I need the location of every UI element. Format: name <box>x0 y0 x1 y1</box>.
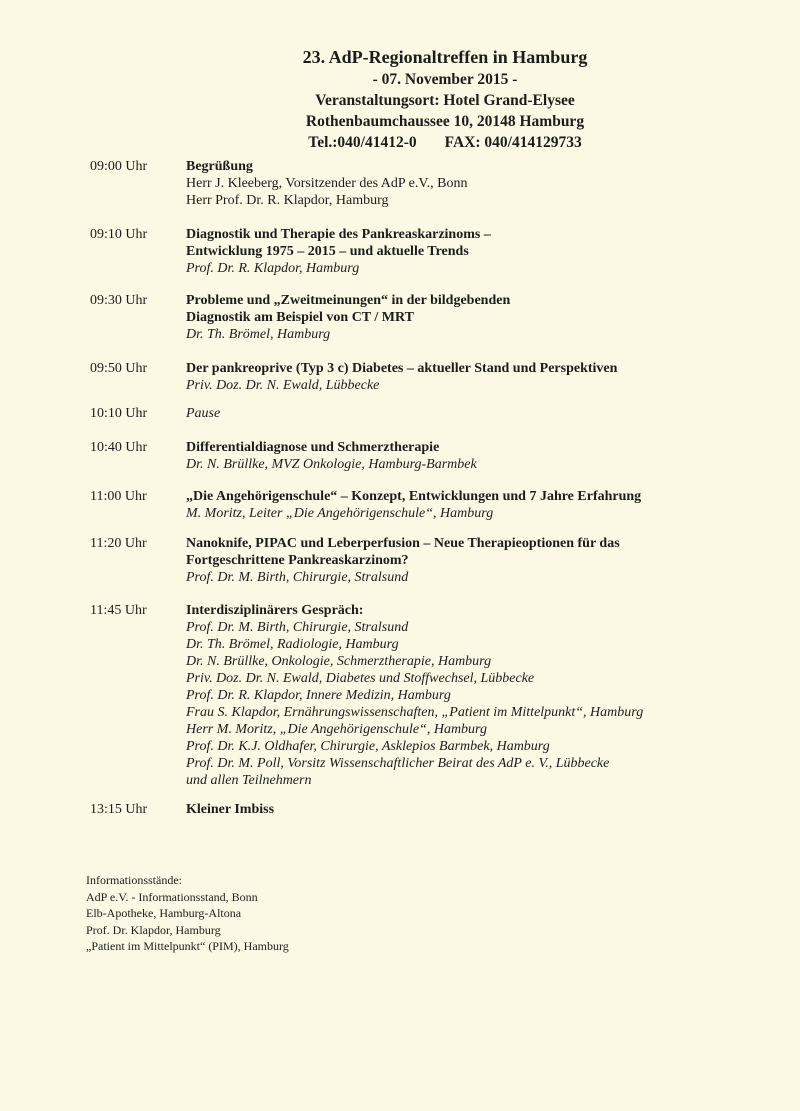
event-title: 23. AdP-Regionaltreffen in Hamburg <box>302 47 588 67</box>
entry-title: Entwicklung 1975 – 2015 – und aktuelle Trends <box>186 244 469 259</box>
entry-content <box>186 488 746 522</box>
entry-title: Probleme und „Zweitmeinungen“ in der bildgebenden <box>186 293 511 308</box>
panel-member: Prof. Dr. K.J. Oldhafer, Chirurgie, Asklepios Barmbek, Hamburg <box>186 739 550 754</box>
entry-content <box>186 360 746 394</box>
panel-member: Prof. Dr. R. Klapdor, Innere Medizin, Hamburg <box>186 688 451 703</box>
event-address: Rothenbaumchaussee 10, 20148 Hamburg <box>305 113 585 130</box>
entry-speaker: Prof. Dr. R. Klapdor, Hamburg <box>186 261 360 276</box>
info-item: Elb-Apotheke, Hamburg-Altona <box>86 906 242 920</box>
entry-content <box>186 292 746 343</box>
entry-title: Diagnostik und Therapie des Pankreaskarzinoms – <box>186 227 491 242</box>
entry-content <box>186 602 746 789</box>
event-fax: FAX: 040/414129733 <box>444 134 582 151</box>
entry-speaker: M. Moritz, Leiter „Die Angehörigenschule“, Hamburg <box>186 506 494 521</box>
event-contact <box>90 132 800 153</box>
panel-member: und allen Teilnehmern <box>186 773 312 788</box>
entry-time: 09:00 Uhr <box>90 159 148 174</box>
entry-content <box>186 801 746 818</box>
entry-speaker: Priv. Doz. Dr. N. Ewald, Lübbecke <box>186 378 380 393</box>
event-venue: Veranstaltungsort: Hotel Grand-Elysee <box>315 92 575 109</box>
entry-note: Herr Prof. Dr. R. Klapdor, Hamburg <box>186 193 389 208</box>
entry-speaker: Dr. Th. Brömel, Hamburg <box>186 327 331 342</box>
entry-speaker: Prof. Dr. M. Birth, Chirurgie, Stralsund <box>186 570 409 585</box>
entry-content <box>186 439 746 473</box>
entry-title: Diagnostik am Beispiel von CT / MRT <box>186 310 414 325</box>
entry-time: 11:00 Uhr <box>90 489 147 504</box>
entry-content <box>186 226 746 277</box>
entry-time: 09:10 Uhr <box>90 227 148 242</box>
panel-member: Herr M. Moritz, „Die Angehörigenschule“, Hamburg <box>186 722 487 737</box>
entry-time: 10:40 Uhr <box>90 440 148 455</box>
entry-time: 09:30 Uhr <box>90 293 148 308</box>
entry-title: Interdisziplinärers Gespräch: <box>186 603 364 618</box>
entry-title: Der pankreoprive (Typ 3 c) Diabetes – aktueller Stand und Perspektiven <box>186 361 618 376</box>
panel-member: Priv. Doz. Dr. N. Ewald, Diabetes und Stoffwechsel, Lübbecke <box>186 671 535 686</box>
info-item: „Patient im Mittelpunkt“ (PIM), Hamburg <box>86 939 289 953</box>
event-header <box>0 45 800 153</box>
entry-time: 11:45 Uhr <box>90 603 147 618</box>
panel-member: Dr. Th. Brömel, Radiologie, Hamburg <box>186 637 399 652</box>
entry-title: Fortgeschrittene Pankreaskarzinom? <box>186 553 409 568</box>
info-stands <box>86 872 289 955</box>
entry-time: 09:50 Uhr <box>90 361 148 376</box>
entry-time: 10:10 Uhr <box>90 406 148 421</box>
entry-title: Differentialdiagnose und Schmerztherapie <box>186 440 440 455</box>
event-date: - 07. November 2015 - <box>372 71 518 88</box>
entry-title: Nanoknife, PIPAC und Leberperfusion – Neue Therapieoptionen für das <box>186 536 620 551</box>
entry-title: Begrüßung <box>186 159 253 174</box>
panel-member: Frau S. Klapdor, Ernährungswissenschaften, „Patient im Mittelpunkt“, Hamburg <box>186 705 644 720</box>
panel-member: Dr. N. Brüllke, Onkologie, Schmerztherapie, Hamburg <box>186 654 492 669</box>
panel-member: Prof. Dr. M. Birth, Chirurgie, Stralsund <box>186 620 409 635</box>
entry-title: „Die Angehörigenschule“ – Konzept, Entwicklungen und 7 Jahre Erfahrung <box>186 489 642 504</box>
entry-note: Herr J. Kleeberg, Vorsitzender des AdP e.V., Bonn <box>186 176 468 191</box>
entry-content <box>186 158 746 209</box>
entry-content <box>186 535 746 586</box>
entry-time: 11:20 Uhr <box>90 536 147 551</box>
info-heading: Informationsstände: <box>86 873 182 887</box>
entry-break: Pause <box>186 406 221 421</box>
entry-speaker: Dr. N. Brüllke, MVZ Onkologie, Hamburg-Barmbek <box>186 457 477 472</box>
info-item: Prof. Dr. Klapdor, Hamburg <box>86 922 221 937</box>
event-tel: Tel.:040/41412-0 <box>308 134 417 151</box>
entry-time: 13:15 Uhr <box>90 802 148 817</box>
info-item: AdP e.V. - Informationsstand, Bonn <box>86 889 258 904</box>
entry-title: Kleiner Imbiss <box>186 802 275 817</box>
entry-content <box>186 405 746 422</box>
panel-member: Prof. Dr. M. Poll, Vorsitz Wissenschaftlicher Beirat des AdP e. V., Lübbecke <box>186 756 610 771</box>
